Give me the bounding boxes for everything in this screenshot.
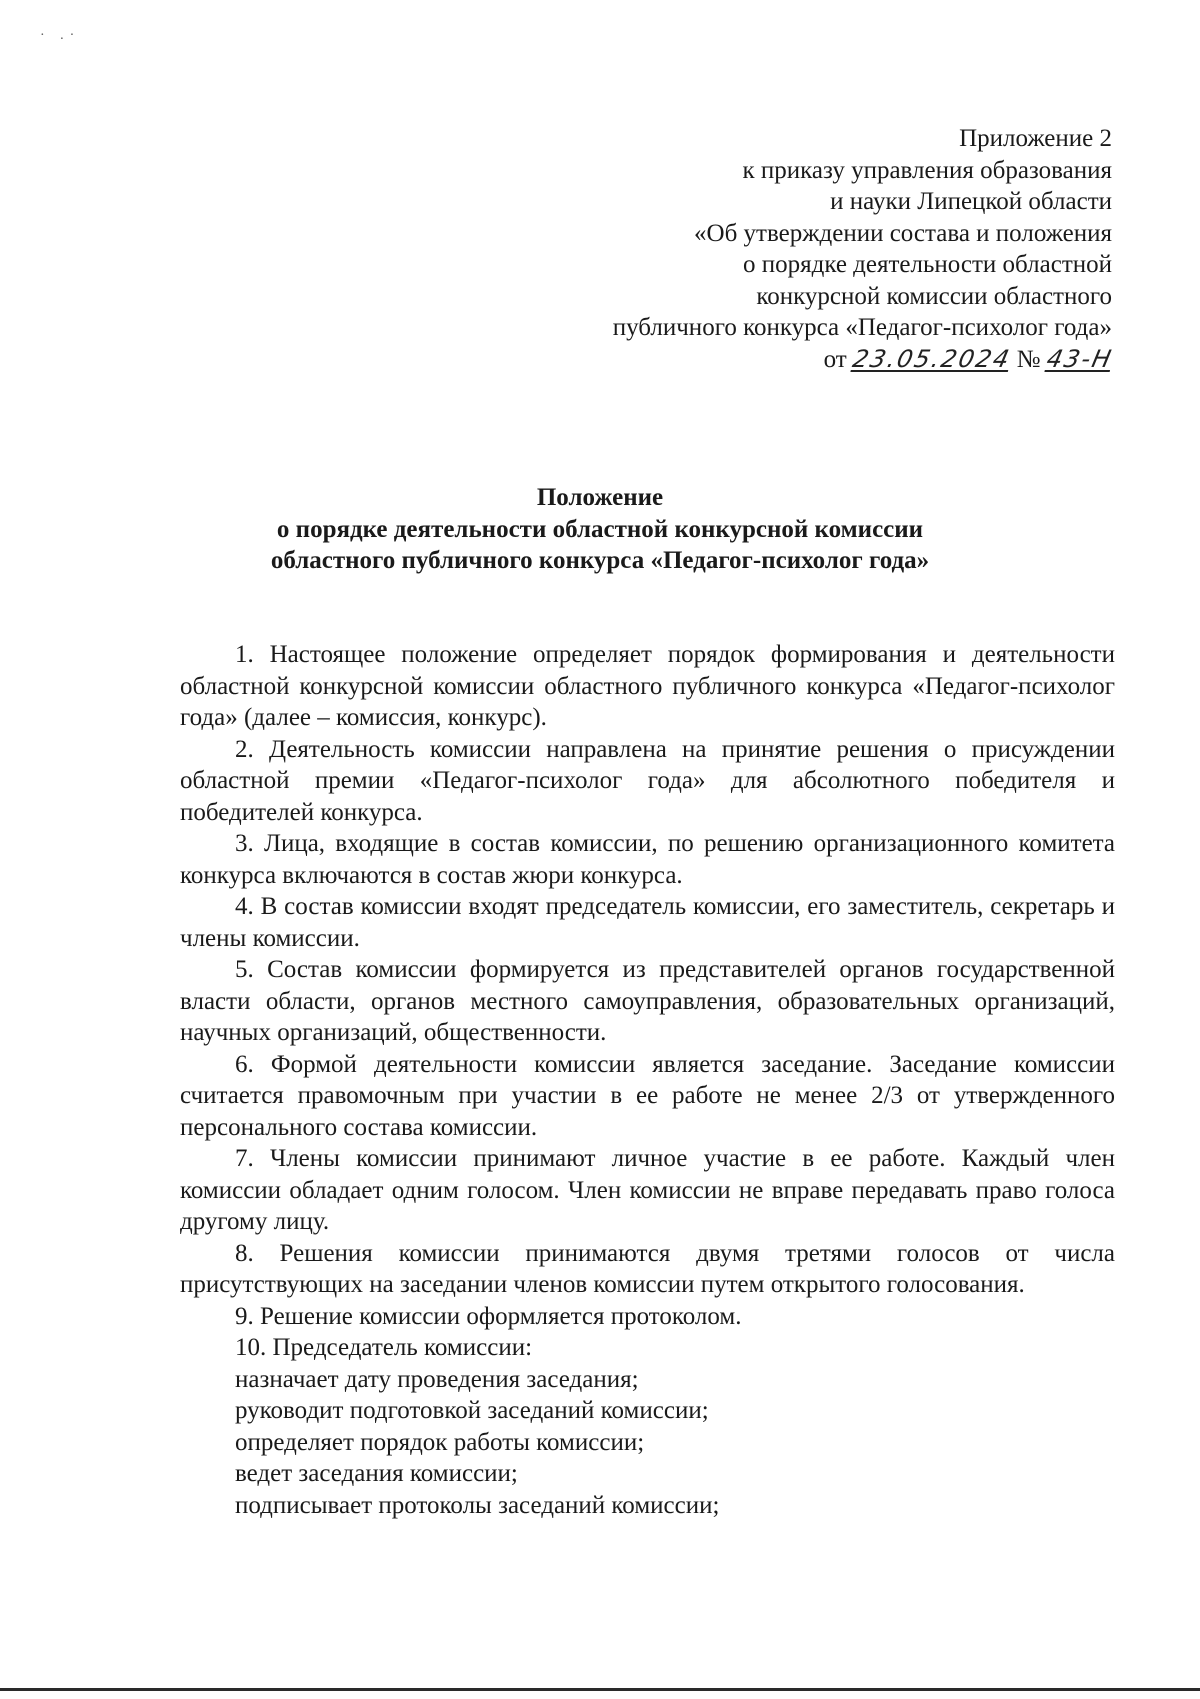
duty-item: назначает дату проведения заседания;: [235, 1365, 639, 1393]
annex-line: публичного конкурса «Педагог-психолог года»: [612, 314, 1112, 341]
annex-line: конкурсной комиссии областного: [756, 282, 1112, 310]
annex-line: к приказу управления образования: [742, 156, 1112, 184]
annex-header: [412, 123, 1116, 375]
duty-item: определяет порядок работы комиссии;: [235, 1428, 645, 1456]
handwritten-date: 23.05.2024: [850, 344, 1014, 373]
paragraph: 5. Состав комиссии формируется из представителей органов государственной власти области, органов местного самоуправления, образовательных организаций, научных организаций, общественности.: [180, 956, 1115, 1046]
duty-item: подписывает протоколы заседаний комиссии;: [235, 1491, 720, 1519]
paragraph: 4. В состав комиссии входят председатель комиссии, его заместитель, секретарь и члены комиссии.: [180, 893, 1115, 952]
paragraph: 8. Решения комиссии принимаются двумя третями голосов от числа присутствующих на заседании членов комиссии путем открытого голосования.: [180, 1239, 1115, 1298]
title-line: Положение: [536, 484, 664, 511]
number-prefix: №: [1016, 345, 1041, 373]
document-body: [180, 639, 1115, 1521]
annex-line: о порядке деятельности областной: [742, 251, 1112, 278]
annex-line: Приложение 2: [959, 125, 1112, 152]
handwritten-number: 43-Н: [1043, 344, 1116, 373]
paragraph: 7. Члены комиссии принимают личное участие в ее работе. Каждый член комиссии обладает одним голосом. Член комиссии не вправе передавать право голоса другому лицу.: [180, 1145, 1115, 1235]
annex-line: и науки Липецкой области: [830, 188, 1112, 215]
annex-line: «Об утверждении состава и положения: [694, 219, 1112, 247]
scan-artifact: · .·: [40, 28, 81, 43]
date-prefix: от: [823, 345, 847, 373]
paragraph: 6. Формой деятельности комиссии является заседание. Заседание комиссии считается правомочным при участии в ее работе не менее 2/3 от утвержденного персонального состава комиссии.: [180, 1050, 1115, 1141]
duty-item: руководит подготовкой заседаний комиссии;: [235, 1397, 709, 1424]
paragraph: 9. Решение комиссии оформляется протоколом.: [235, 1302, 742, 1330]
title-line: областного публичного конкурса «Педагог-психолог года»: [270, 547, 930, 574]
paragraph: 2. Деятельность комиссии направлена на принятие решения о присуждении областной премии «Педагог-психолог года» для абсолютного победителя и победителей конкурса.: [180, 735, 1115, 826]
paragraph: 3. Лица, входящие в состав комиссии, по решению организационного комитета конкурса включаются в состав жюри конкурса.: [180, 830, 1115, 889]
document-title: [0, 482, 1200, 577]
title-line: о порядке деятельности областной конкурсной комиссии: [276, 515, 924, 543]
paragraph: 1. Настоящее положение определяет порядок формирования и деятельности областной конкурсной комиссии областного публичного конкурса «Педагог-психолог года» (далее – комиссия, конкурс).: [180, 641, 1115, 731]
annex-date-line: [412, 344, 1116, 376]
scan-bottom-edge: [0, 1688, 1200, 1691]
duty-item: ведет заседания комиссии;: [235, 1460, 518, 1487]
paragraph: 10. Председатель комиссии:: [235, 1334, 533, 1361]
